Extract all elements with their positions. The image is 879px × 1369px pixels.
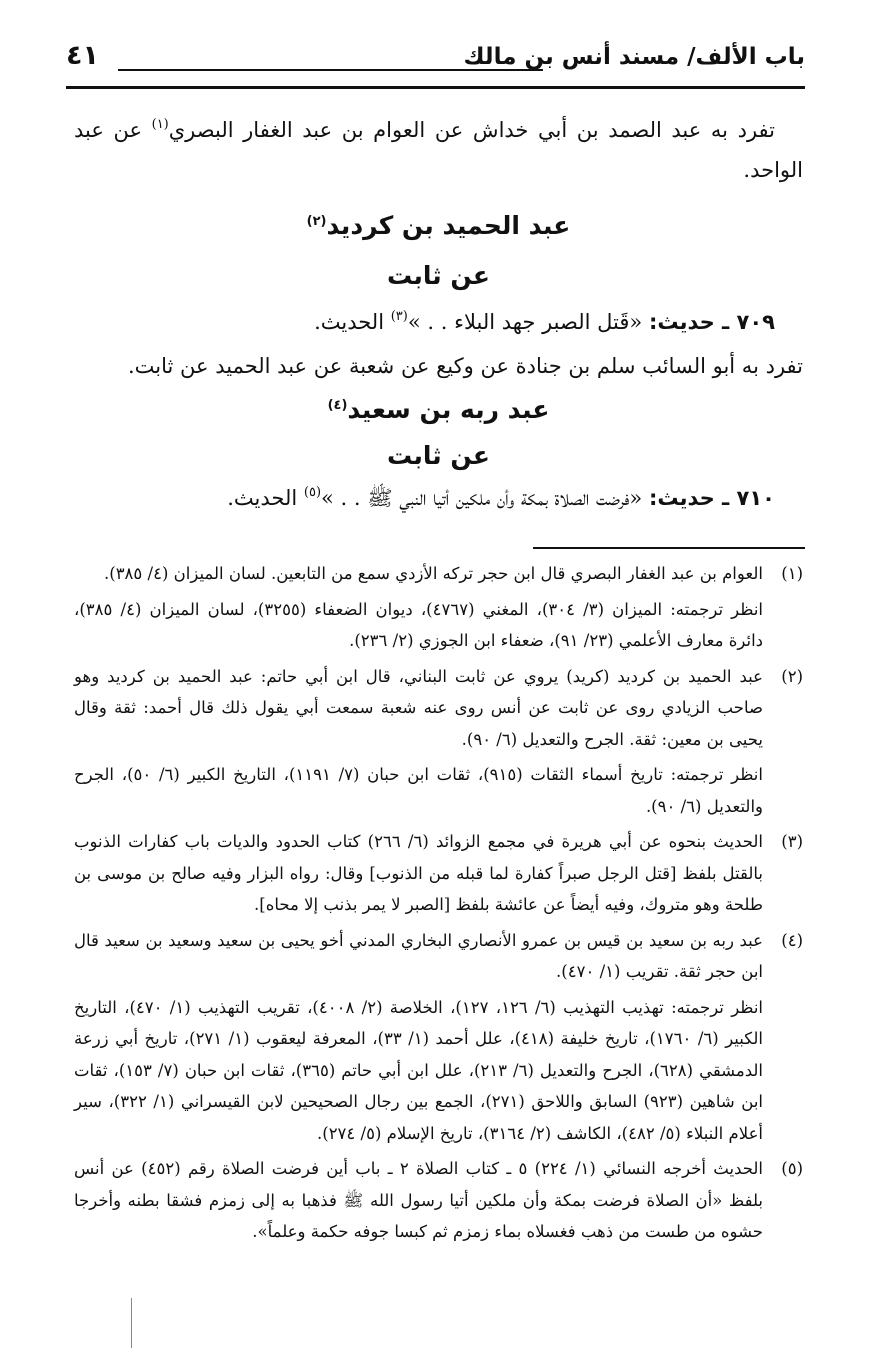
paragraph-1-tail: عن عبد الواحد. [74, 118, 803, 182]
footnote-number: (٤) [781, 930, 803, 950]
header-rule [66, 86, 805, 89]
hadith-710-text: «فرضت الصلاة بمكة وأن ملكين أتيا النبي ﷺ . . » [321, 486, 649, 510]
footnote-text: الحديث أخرجه النسائي (١/ ٢٢٤) ٥ ـ كتاب الصلاة ٢ ـ باب أين فرضت الصلاة رقم (٤٥٢) عن أنس بلفظ «أن الصلاة فرضت بمكة وأن ملكين أتيا رسول الله ﷺ فذهبا به إلى زمزم فشقا بطنه وأخرجا حشوه من طست من ذهب فغسلاه بماء زمزم ثم كبسا جوفه حكمة وعلماً». [74, 1159, 764, 1241]
footnote-number: (٢) [781, 666, 803, 686]
footnotes [74, 558, 803, 1248]
footnote-number: (٣) [781, 832, 803, 851]
footnote-ref-4: (٤) [327, 398, 348, 413]
footnote-text: انظر ترجمته: تهذيب التهذيب (٦/ ١٢٦، ١٢٧)، الخلاصة (٢/ ٤٠٠٨)، تقريب التهذيب (١/ ٤٧٠)، التاريخ الكبير (٦/ ١٧٦٠)، تاريخ خليفة (٤١٨)، علل أحمد (١/ ٣٣)، المعرفة ليعقوب (١/ ٢٧١)، تاريخ أبي زرعة الدمشقي (٦٢٨)، الجرح والتعديل (٦/ ٢١٣)، علل ابن أبي حاتم (٣٦٥)، ثقات ابن حبان (٧/ ١٥٣)، ثقات ابن شاهين (٩٢٣) السابق واللاحق (٢٧١)، الجمع بين رجال الصحيحين لابن القيسراني (١/ ٣٢٢)، سير أعلام النبلاء (٥/ ٤٨٢)، الكاشف (٢/ ٣١٦٤)، تاريخ الإسلام (٥/ ٢٧٤). [74, 997, 764, 1143]
hadith-709-label: ٧٠٩ ـ حديث: [648, 310, 775, 334]
header-title: باب الألف/ مسند أنس بن مالك [463, 44, 805, 70]
scan-artifact-line [131, 1298, 132, 1348]
section-heading-2 [74, 390, 803, 430]
footnote-text: عبد الحميد بن كرديد (كريد) يروي عن ثابت البناني، قال ابن أبي حاتم: عبد الحميد بن كرديد وهو صاحب الزيادي روى عن ثابت عن أنس روى عنه شعبة سمعت أبي يقول ذلك قال أحمد: ثقة وقال يحيى بن معين: ثقة. الجرح والتعديل (٦/ ٩٠). [74, 666, 763, 749]
hadith-709 [74, 302, 803, 342]
paragraph-1 [74, 110, 803, 190]
section-heading-1-text: عبد الحميد بن كرديد [326, 211, 571, 240]
hadith-709-text: «قَتل الصبر جهد البلاء . . » [407, 310, 649, 334]
hadith-710 [74, 478, 803, 518]
footnote-2 [74, 661, 803, 823]
section-subheading-1: عن ثابت [387, 261, 490, 290]
footnote-ref-5: (٥) [303, 485, 322, 500]
paragraph-1-text: تفرد به عبد الصمد بن أبي خداش عن العوام بن عبد الغفار البصري [168, 118, 775, 142]
hadith-710-label: ٧١٠ ـ حديث: [648, 486, 775, 510]
hadith-709-tail: الحديث. [314, 310, 391, 334]
footnote-ref-3: (٣) [390, 309, 408, 324]
page-number: ٤١ [66, 40, 99, 71]
section-heading-1 [74, 206, 803, 246]
footnote-4 [74, 925, 803, 1150]
running-header [66, 38, 805, 84]
footnote-ref-2: (٢) [306, 214, 327, 229]
section-heading-2-text: عبد ربه بن سعيد [347, 395, 550, 424]
footnote-3 [74, 826, 803, 921]
footnote-5 [74, 1153, 803, 1248]
footnote-separator [533, 547, 805, 549]
footnote-text: عبد ربه بن سعيد بن قيس بن عمرو الأنصاري البخاري المدني أخو يحيى بن سعيد وسعيد بن سعيد قال ابن حجر ثقة. تقريب (١/ ٤٧٠). [74, 930, 763, 981]
section-subheading-2: عن ثابت [387, 441, 490, 470]
footnote-text: الحديث بنحوه عن أبي هريرة في مجمع الزوائد (٦/ ٢٦٦) كتاب الحدود والديات باب كفارات الذنوب بالقتل بلفظ [قتل الرجل صبراً كفارة لما قبله من الذنوب] وقال: رواه البزار وفيه صالح بن موسى بن طلحة وهو متروك، وفيه أيضاً عن عائشة بلفظ [الصبر لا يمر بذنب إلا محاه]. [74, 832, 763, 914]
footnote-number: (١) [781, 564, 803, 583]
footnote-1 [74, 558, 803, 657]
hadith-710-tail: الحديث. [227, 486, 304, 510]
footnote-text: انظر ترجمته: تاريخ أسماء الثقات (٩١٥)، ثقات ابن حبان (٧/ ١١٩١)، التاريخ الكبير (٦/ ٥٠)، الجرح والتعديل (٦/ ٩٠). [74, 765, 763, 816]
paragraph-2: تفرد به أبو السائب سلم بن جنادة عن وكيع عن شعبة عن عبد الحميد عن ثابت. [127, 354, 803, 378]
footnote-text: انظر ترجمته: الميزان (٣/ ٣٠٤)، المغني (٤٧٦٧)، ديوان الضعفاء (٣٢٥٥)، لسان الميزان (٤/ ٣٨٥)، دائرة معارف الأعلمي (٢٣/ ٩١)، ضعفاء ابن الجوزي (٢/ ٢٣٦). [74, 599, 763, 650]
footnote-ref-1: (١) [151, 117, 169, 132]
header-leader-line [118, 69, 543, 71]
main-text [74, 110, 803, 518]
footnote-number: (٥) [781, 1159, 803, 1178]
footnote-text: العوام بن عبد الغفار البصري قال ابن حجر تركه الأزدي سمع من التابعين. لسان الميزان (٤/ ٣٨٥). [104, 564, 763, 583]
